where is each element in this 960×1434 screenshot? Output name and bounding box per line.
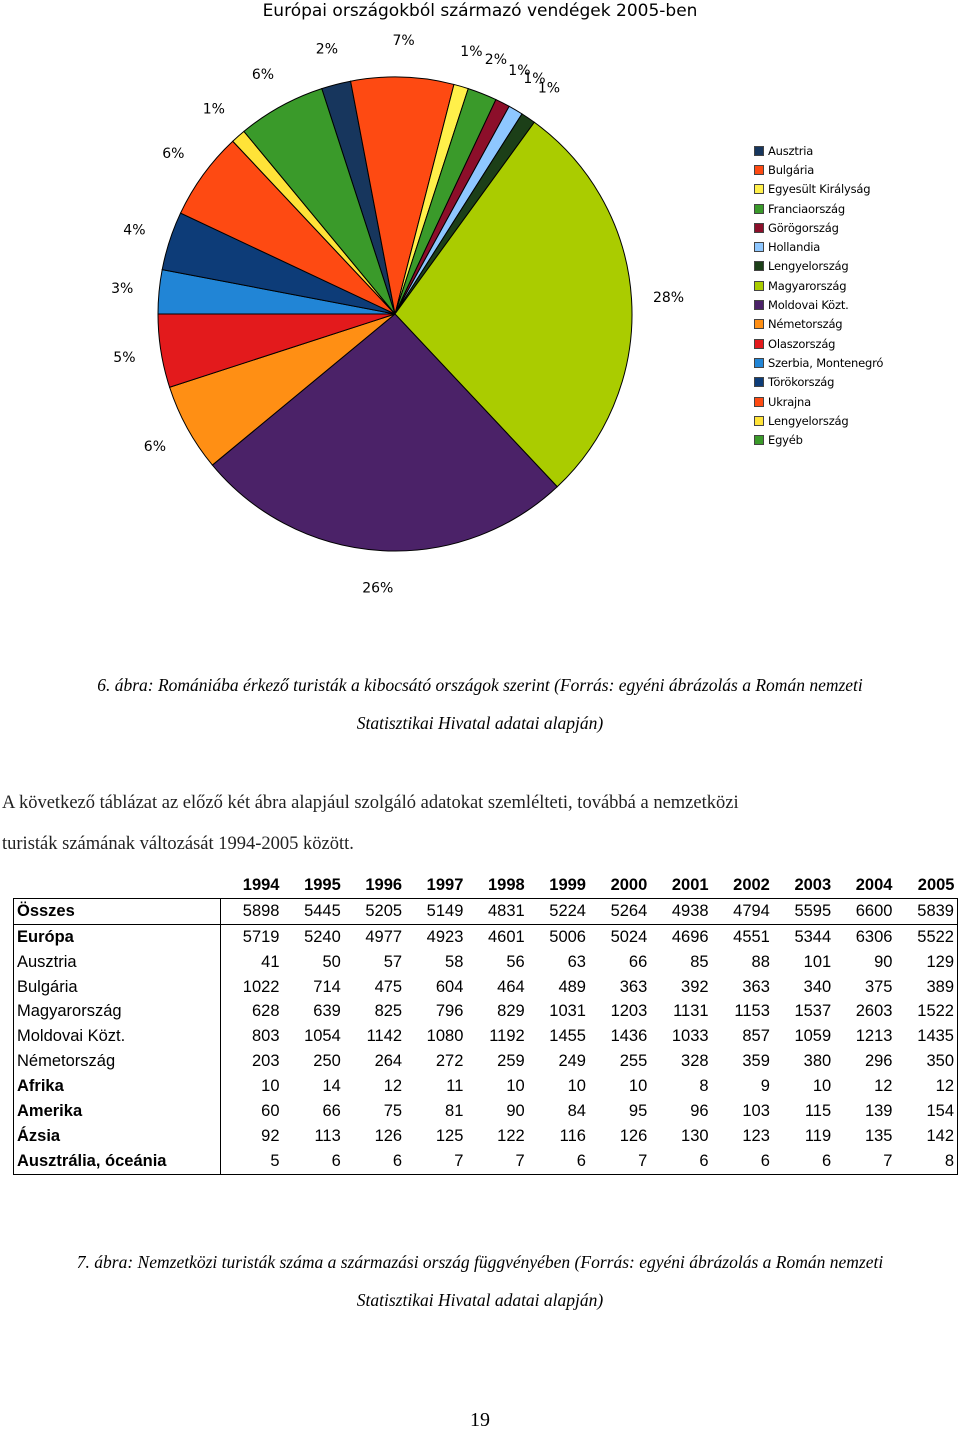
table-cell: 90 — [874, 952, 893, 971]
year-header: 2002 — [733, 875, 770, 894]
table-cell: 250 — [313, 1052, 341, 1071]
table-cell: 10 — [628, 1077, 648, 1096]
slice-label-5: 1% — [523, 71, 546, 88]
table-cell: 75 — [383, 1101, 403, 1120]
table-cell: 6 — [283, 1149, 344, 1174]
table-row — [14, 1049, 958, 1074]
year-header: 1996 — [365, 875, 403, 894]
table-row — [14, 1124, 958, 1149]
table-cell: 363 — [619, 977, 648, 996]
row-label: Németország — [14, 1049, 221, 1074]
row-label: Ausztrália, óceánia — [14, 1149, 221, 1174]
row-label: Ázsia — [14, 1124, 221, 1149]
table-cell: 6 — [650, 1149, 711, 1174]
table-cell: 6 — [773, 1149, 834, 1174]
table-cell: 6600 — [834, 898, 895, 924]
legend-label: Bulgária — [768, 162, 815, 177]
legend-label: Ausztria — [768, 143, 814, 158]
table-cell: 5445 — [283, 898, 344, 924]
table-cell: 11 — [446, 1077, 464, 1096]
slice-label-9: 6% — [143, 439, 167, 455]
legend-label: Németország — [768, 317, 843, 332]
table-cell: 1203 — [610, 1002, 648, 1021]
table-cell: 5149 — [405, 898, 466, 924]
slice-label-8: 26% — [362, 580, 394, 597]
row-label: Bulgária — [14, 975, 221, 1000]
paragraph-line1: A következő táblázat az előző két ábra alapjául szolgáló adatokat szemlélteti, továbbá a nemzetközi — [2, 793, 739, 813]
legend-swatch — [754, 281, 764, 291]
table-cell: 5006 — [549, 927, 586, 946]
table-cell: 1522 — [895, 999, 957, 1024]
slice-label-7: 28% — [652, 289, 685, 306]
table-row — [14, 1074, 958, 1099]
table-cell: 10 — [506, 1077, 525, 1096]
table-cell: 7 — [405, 1149, 466, 1174]
table-cell: 1022 — [242, 977, 280, 996]
table-header-row — [14, 873, 958, 898]
table-cell: 90 — [506, 1101, 525, 1120]
legend-label: Ukrajna — [768, 394, 811, 409]
table-cell: 129 — [895, 950, 957, 975]
table-cell: 4831 — [466, 898, 527, 924]
figure-6-caption-line1: 6. ábra: Romániába érkező turisták a kibocsátó országok szerint (Forrás: egyéni ábrázolás a Román nemzeti — [97, 675, 863, 695]
year-header: 1999 — [549, 875, 586, 894]
table-cell: 142 — [895, 1124, 957, 1149]
legend-item — [754, 430, 883, 449]
table-cell: 1131 — [673, 1002, 709, 1021]
figure-7-caption — [0, 1243, 960, 1319]
table-cell: 1033 — [671, 1027, 709, 1046]
legend-item — [754, 237, 883, 256]
slice-label-6: 1% — [537, 80, 561, 97]
table-cell: 66 — [322, 1101, 341, 1120]
legend-label: Hollandia — [768, 240, 821, 255]
table-cell: 7 — [589, 1149, 650, 1174]
table-cell: 5240 — [304, 927, 341, 946]
table-cell: 628 — [251, 1002, 280, 1021]
table-cell: 5224 — [528, 898, 589, 924]
table-cell: 10 — [261, 1077, 280, 1096]
paragraph-line2: turisták számának változását 1994-2005 között. — [2, 834, 354, 854]
table-cell: 1031 — [549, 1002, 586, 1021]
row-label: Európa — [14, 924, 221, 949]
table-cell: 135 — [864, 1126, 893, 1145]
slice-label-2: 1% — [460, 43, 483, 60]
table-cell: 122 — [497, 1126, 525, 1145]
row-label: Amerika — [14, 1099, 221, 1124]
table-row — [14, 975, 958, 1000]
table-cell: 272 — [435, 1052, 464, 1071]
table-row — [14, 950, 958, 975]
table-cell: 92 — [261, 1126, 280, 1145]
slice-label-13: 6% — [162, 145, 185, 162]
table-cell: 259 — [497, 1052, 525, 1071]
row-label: Magyarország — [14, 999, 221, 1024]
body-paragraph — [2, 783, 958, 865]
table-cell: 1192 — [489, 1027, 525, 1046]
table-cell: 5595 — [773, 898, 834, 924]
table-cell: 489 — [558, 977, 586, 996]
table-cell: 126 — [374, 1126, 403, 1145]
table-cell: 116 — [559, 1126, 586, 1145]
table-cell: 126 — [619, 1126, 648, 1145]
legend-label: Moldovai Közt. — [768, 298, 849, 313]
table-cell: 139 — [864, 1101, 893, 1120]
table-cell: 255 — [619, 1052, 648, 1071]
table-cell: 5839 — [895, 898, 957, 924]
chart-legend — [754, 141, 883, 450]
table-cell: 1054 — [304, 1027, 341, 1046]
table-cell: 6306 — [855, 927, 893, 946]
slice-label-1: 7% — [392, 33, 415, 50]
table-cell: 101 — [803, 952, 832, 971]
table-cell: 84 — [567, 1101, 586, 1120]
legend-label: Magyarország — [768, 278, 847, 293]
table-cell: 58 — [445, 952, 464, 971]
year-header: 2001 — [671, 875, 709, 894]
year-header: 2003 — [794, 875, 832, 894]
table-cell: 203 — [251, 1052, 280, 1071]
table-cell: 95 — [628, 1101, 648, 1120]
tourists-table — [13, 873, 958, 1175]
table-cell: 2603 — [855, 1002, 893, 1021]
table-cell: 56 — [506, 952, 525, 971]
table-cell: 604 — [435, 977, 464, 996]
year-header: 1997 — [426, 875, 464, 894]
table-cell: 375 — [864, 977, 893, 996]
table-cell: 7 — [834, 1149, 895, 1174]
year-header: 2005 — [917, 875, 955, 894]
legend-swatch — [754, 242, 764, 252]
table-cell: 5024 — [610, 927, 648, 946]
table-cell: 350 — [895, 1049, 957, 1074]
year-header: 1995 — [304, 875, 341, 894]
slice-label-4: 1% — [508, 62, 531, 79]
legend-swatch — [754, 223, 764, 233]
legend-item — [754, 295, 883, 314]
legend-item — [754, 276, 883, 295]
table-cell: 66 — [628, 952, 648, 971]
table-cell: 115 — [804, 1101, 832, 1120]
row-label: Összes — [14, 898, 221, 924]
legend-swatch — [754, 165, 764, 175]
slice-label-10: 5% — [113, 349, 136, 366]
table-cell: 825 — [374, 1002, 403, 1021]
table-cell: 249 — [558, 1052, 586, 1071]
table-cell: 1435 — [895, 1024, 957, 1049]
table-row — [14, 1099, 958, 1124]
table-cell: 12 — [874, 1077, 893, 1096]
table-cell: 88 — [751, 952, 770, 971]
table-cell: 1213 — [855, 1027, 893, 1046]
table-cell: 5264 — [589, 898, 650, 924]
row-label: Afrika — [14, 1074, 221, 1099]
table-cell: 796 — [435, 1002, 464, 1021]
legend-item — [754, 373, 883, 392]
legend-item — [754, 411, 883, 430]
year-header: 2004 — [855, 875, 893, 894]
table-cell: 7 — [466, 1149, 527, 1174]
legend-label: Egyesült Királyság — [768, 182, 871, 197]
figure-6-caption — [0, 666, 960, 742]
table-cell: 639 — [313, 1002, 341, 1021]
table-cell: 803 — [251, 1027, 280, 1046]
table-cell: 340 — [803, 977, 832, 996]
table-cell: 1436 — [610, 1027, 648, 1046]
legend-item — [754, 353, 883, 372]
legend-item — [754, 160, 883, 179]
table-cell: 119 — [804, 1126, 832, 1145]
table-cell: 103 — [742, 1101, 770, 1120]
table-cell: 392 — [681, 977, 709, 996]
table-cell: 6 — [528, 1149, 589, 1174]
legend-swatch — [754, 319, 764, 329]
legend-item — [754, 218, 883, 237]
legend-label: Egyéb — [768, 433, 803, 448]
table-cell: 60 — [261, 1101, 280, 1120]
legend-swatch — [754, 339, 764, 349]
table-cell: 4977 — [365, 927, 403, 946]
page-number: 19 — [470, 1409, 490, 1431]
table-cell: 113 — [314, 1126, 341, 1145]
row-label: Moldovai Közt. — [14, 1024, 221, 1049]
table-cell: 296 — [864, 1052, 893, 1071]
table-cell: 130 — [681, 1126, 709, 1145]
table-cell: 714 — [313, 977, 341, 996]
table-cell: 9 — [760, 1077, 770, 1096]
legend-item — [754, 392, 883, 411]
table-cell: 12 — [895, 1074, 957, 1099]
legend-swatch — [754, 416, 764, 426]
table-cell: 1080 — [426, 1027, 464, 1046]
figure-7-caption-line1: 7. ábra: Nemzetközi turisták száma a származási ország függvényében (Forrás: egyéni ábrázolás a Román nemzeti — [76, 1252, 884, 1272]
table-cell: 154 — [895, 1099, 957, 1124]
legend-label: Lengyelország — [768, 259, 849, 274]
table-cell: 1537 — [794, 1002, 832, 1021]
table-cell: 6 — [344, 1149, 405, 1174]
legend-item — [754, 141, 883, 160]
legend-label: Szerbia, Montenegró — [768, 355, 884, 370]
table-cell: 4923 — [426, 927, 464, 946]
table-cell: 63 — [567, 952, 586, 971]
table-cell: 5344 — [794, 927, 832, 946]
table-row — [14, 1024, 958, 1049]
row-label: Ausztria — [14, 950, 221, 975]
chart-title: Európai országokból származó vendégek 2005-ben — [262, 1, 698, 21]
legend-swatch — [754, 184, 764, 194]
table-cell: 389 — [895, 975, 957, 1000]
table-cell: 1153 — [734, 1002, 770, 1021]
legend-swatch — [754, 435, 764, 445]
legend-label: Törökország — [768, 375, 835, 390]
legend-swatch — [754, 204, 764, 214]
slice-label-11: 3% — [111, 281, 134, 298]
table-cell: 380 — [803, 1052, 832, 1071]
legend-swatch — [754, 146, 764, 156]
table-cell: 12 — [383, 1077, 403, 1096]
legend-label: Görögország — [768, 220, 839, 235]
table-cell: 6 — [712, 1149, 773, 1174]
table-cell: 359 — [742, 1052, 770, 1071]
table-cell: 1059 — [794, 1027, 832, 1046]
legend-label: Franciaország — [768, 201, 845, 216]
table-cell: 4938 — [650, 898, 711, 924]
table-cell: 1455 — [549, 1027, 586, 1046]
table-cell: 363 — [742, 977, 770, 996]
table-cell: 10 — [812, 1077, 832, 1096]
table-cell: 464 — [497, 977, 525, 996]
year-header: 2000 — [610, 875, 648, 894]
table-cell: 264 — [374, 1052, 403, 1071]
legend-item — [754, 257, 883, 276]
table-cell: 123 — [742, 1126, 770, 1145]
table-cell: 5522 — [895, 924, 957, 949]
table-cell: 8 — [895, 1149, 957, 1174]
table-cell: 4794 — [712, 898, 773, 924]
legend-item — [754, 199, 883, 218]
legend-swatch — [754, 397, 764, 407]
figure-7-caption-line2: Statisztikai Hivatal adatai alapján) — [356, 1290, 604, 1310]
table-cell: 14 — [322, 1077, 341, 1096]
table-cell: 5719 — [242, 927, 280, 946]
table-row — [14, 1149, 958, 1174]
table-cell: 81 — [445, 1101, 464, 1120]
legend-swatch — [754, 300, 764, 310]
table-row — [14, 924, 958, 949]
slice-label-0: 2% — [315, 41, 339, 58]
table-cell: 5 — [221, 1149, 283, 1174]
slice-label-15: 6% — [251, 66, 275, 83]
year-header: 1994 — [242, 875, 280, 894]
table-cell: 10 — [567, 1077, 586, 1096]
table-cell: 328 — [681, 1052, 709, 1071]
legend-item — [754, 334, 883, 353]
table-row — [14, 999, 958, 1024]
table-cell: 96 — [690, 1101, 709, 1120]
table-cell: 5898 — [221, 898, 283, 924]
slice-label-12: 4% — [123, 222, 146, 239]
table-cell: 57 — [383, 952, 403, 971]
table-cell: 4551 — [733, 927, 770, 946]
legend-item — [754, 315, 883, 334]
table-cell: 50 — [322, 952, 341, 971]
year-header: 1998 — [487, 875, 525, 894]
legend-swatch — [754, 261, 764, 271]
table-cell: 857 — [742, 1027, 770, 1046]
legend-item — [754, 180, 883, 199]
table-cell: 4601 — [487, 927, 525, 946]
table-cell: 829 — [497, 1002, 525, 1021]
table-cell: 125 — [435, 1126, 464, 1145]
table-corner — [14, 873, 221, 898]
table-cell: 85 — [690, 952, 709, 971]
table-row — [14, 898, 958, 924]
legend-swatch — [754, 377, 764, 387]
table-cell: 41 — [261, 952, 280, 971]
table-cell: 1142 — [366, 1027, 403, 1046]
legend-swatch — [754, 358, 764, 368]
table-cell: 5205 — [344, 898, 405, 924]
table-cell: 8 — [699, 1077, 709, 1096]
legend-label: Lengyelország — [768, 413, 849, 428]
legend-label: Olaszország — [768, 336, 836, 351]
slice-label-3: 2% — [484, 52, 508, 69]
table-cell: 475 — [374, 977, 403, 996]
table-cell: 4696 — [671, 927, 709, 946]
slice-label-14: 1% — [202, 101, 225, 118]
figure-6-caption-line2: Statisztikai Hivatal adatai alapján) — [356, 713, 604, 733]
